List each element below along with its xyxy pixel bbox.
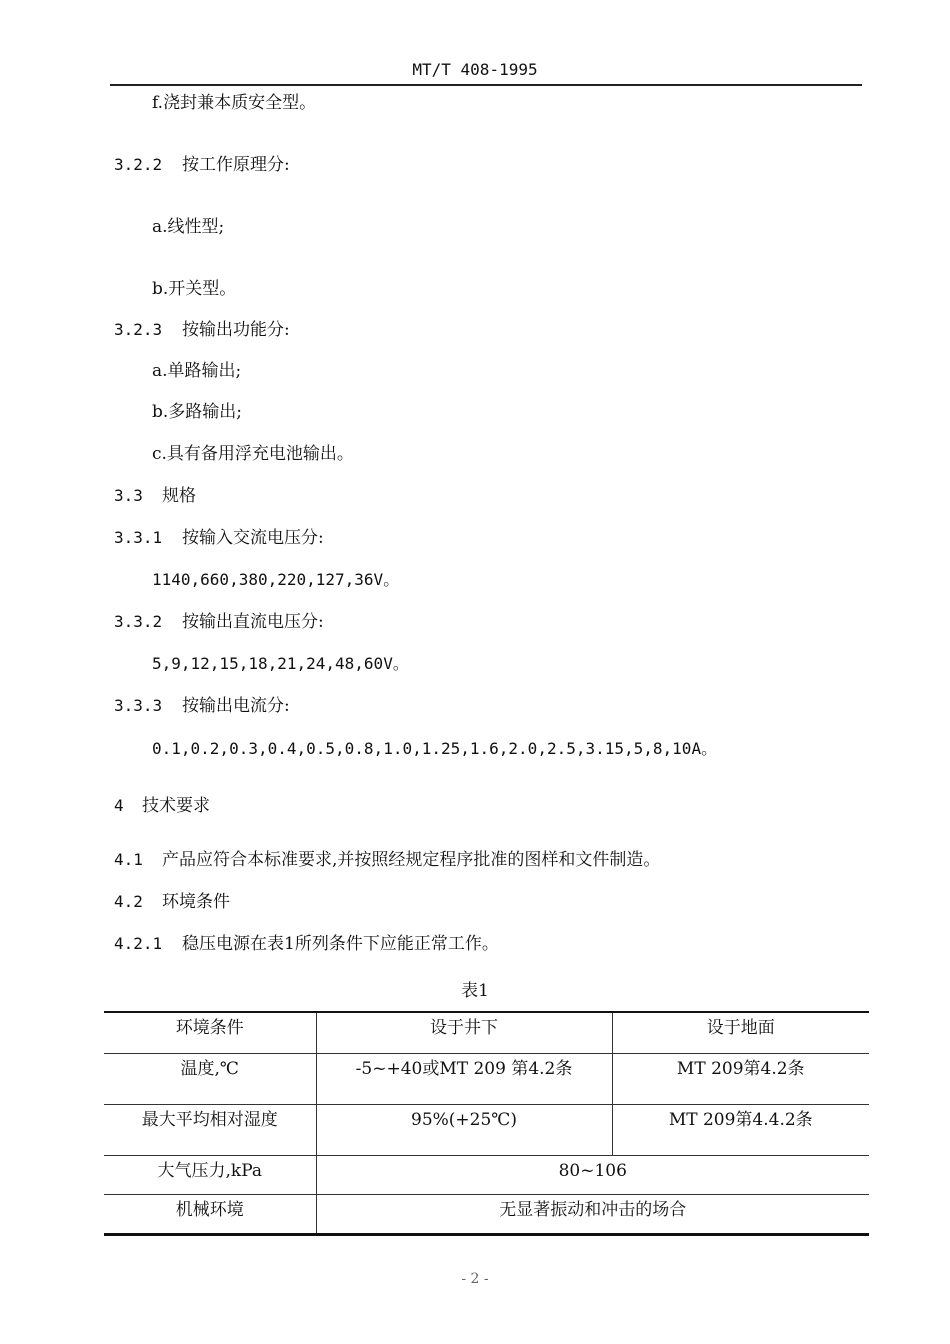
table-row — [104, 1195, 869, 1235]
table-row — [104, 1105, 869, 1156]
clause-3-2-3: 3.2.3 按输出功能分: — [114, 320, 290, 340]
table-cell: MT 209第4.2条 — [612, 1054, 869, 1105]
table-caption: 表1 — [461, 981, 489, 1001]
output-current-values: 0.1,0.2,0.3,0.4,0.5,0.8,1.0,1.25,1.6,2.0,2.5,3.15,5,8,10A。 — [152, 739, 718, 758]
clause-4-2-1: 4.2.1 稳压电源在表1所列条件下应能正常工作。 — [114, 934, 499, 954]
section-4: 4 技术要求 — [114, 796, 210, 816]
table-header-row — [104, 1012, 869, 1054]
clause-3-3-1: 3.3.1 按输入交流电压分: — [114, 528, 324, 548]
table-cell: 机械环境 — [104, 1195, 316, 1235]
item-f: f.浇封兼本质安全型。 — [152, 93, 317, 113]
table-cell: 95%(+25℃) — [316, 1105, 612, 1156]
item-c-battery: c.具有备用浮充电池输出。 — [152, 444, 354, 464]
table-header-cell: 环境条件 — [104, 1012, 316, 1054]
table-cell: 温度,℃ — [104, 1054, 316, 1105]
item-a-linear: a.线性型; — [152, 217, 225, 237]
table-cell-merged: 80~106 — [316, 1156, 869, 1195]
standard-number: MT/T 408-1995 — [412, 60, 538, 79]
environment-conditions-table — [104, 1011, 869, 1236]
clause-3-3: 3.3 规格 — [114, 486, 196, 506]
table-cell: 大气压力,kPa — [104, 1156, 316, 1195]
table-header-cell: 设于地面 — [612, 1012, 869, 1054]
clause-3-2-2: 3.2.2 按工作原理分: — [114, 155, 290, 175]
item-b-multi: b.多路输出; — [152, 402, 243, 422]
input-voltage-values: 1140,660,380,220,127,36V。 — [152, 570, 400, 589]
header-rule — [110, 84, 862, 86]
table-row — [104, 1054, 869, 1105]
clause-3-3-2: 3.3.2 按输出直流电压分: — [114, 612, 324, 632]
table-cell: 最大平均相对湿度 — [104, 1105, 316, 1156]
clause-4-1: 4.1 产品应符合本标准要求,并按照经规定程序批准的图样和文件制造。 — [114, 850, 661, 870]
clause-4-2: 4.2 环境条件 — [114, 892, 230, 912]
page-number: - 2 - — [461, 1271, 489, 1287]
table-cell: MT 209第4.4.2条 — [612, 1105, 869, 1156]
table-row — [104, 1156, 869, 1195]
output-voltage-values: 5,9,12,15,18,21,24,48,60V。 — [152, 654, 409, 673]
table-cell-merged: 无显著振动和冲击的场合 — [316, 1195, 869, 1235]
item-a-single: a.单路输出; — [152, 361, 242, 381]
table-header-cell: 设于井下 — [316, 1012, 612, 1054]
clause-3-3-3: 3.3.3 按输出电流分: — [114, 696, 290, 716]
table-cell: -5~+40或MT 209 第4.2条 — [316, 1054, 612, 1105]
item-b-switch: b.开关型。 — [152, 279, 237, 299]
